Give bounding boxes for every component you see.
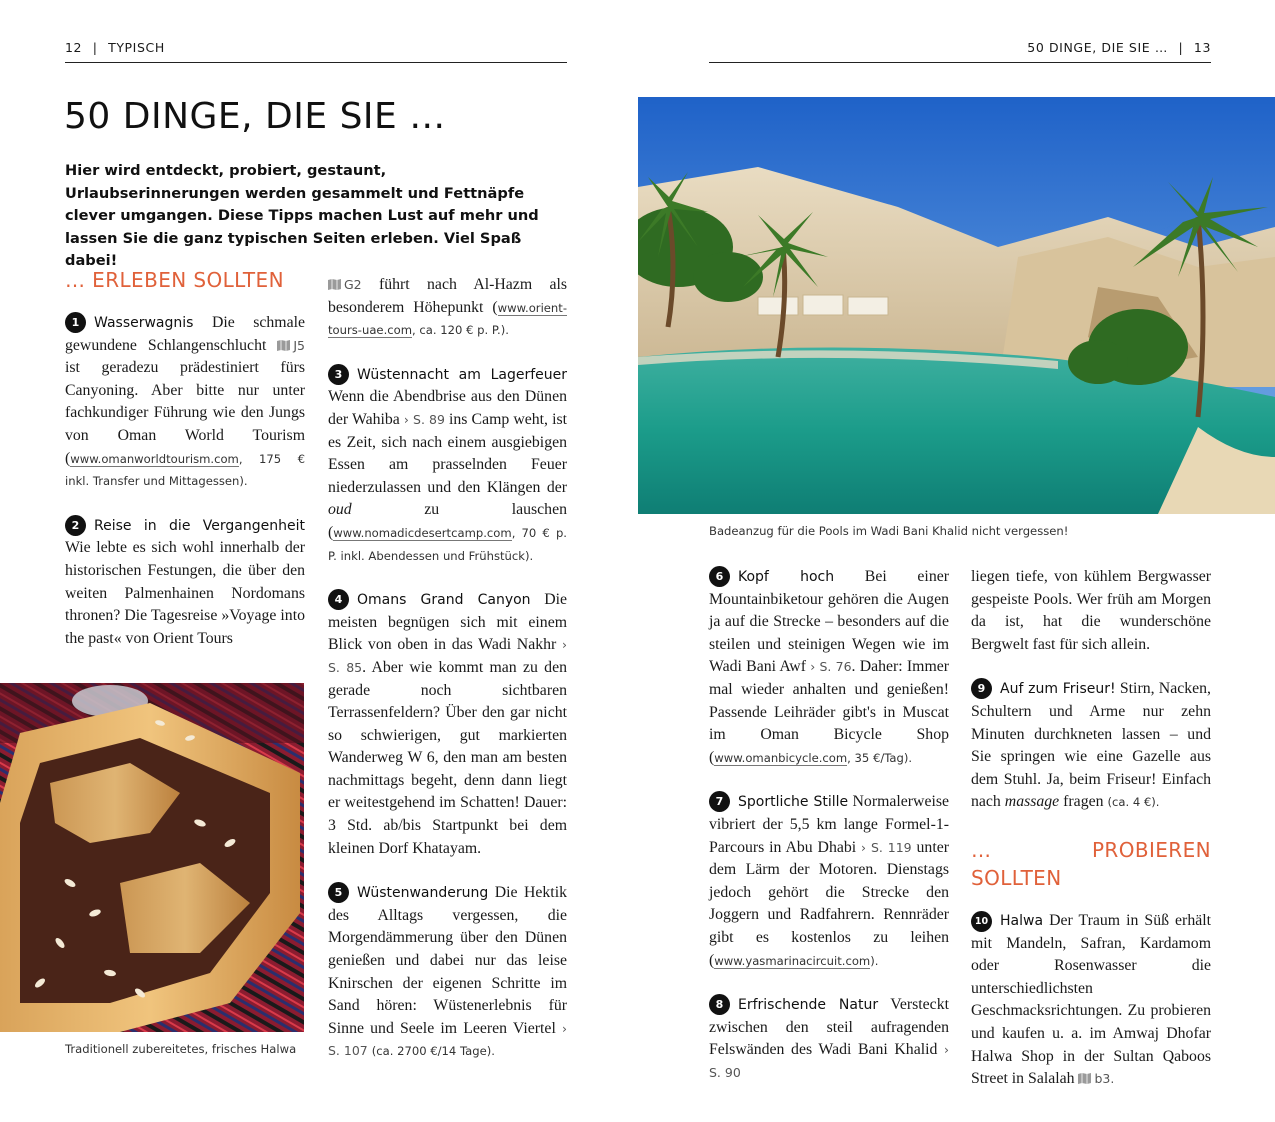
entry-title: Kopf hoch xyxy=(738,569,835,585)
entry-text: Wie lebte es sich wohl innerhalb der historischen Festungen, die über den weiten Palmenhainen Nordomans thronen? Die Tagesreise »Voyage into the past« von Orient Tours xyxy=(65,539,305,647)
column-1 xyxy=(65,266,305,672)
number-badge: 5 xyxy=(328,882,349,903)
entry-text: liegen tiefe, von kühlem Bergwasser gespeiste Pools. Wer früh am Morgen da ist, hat die wunderschöne Bergwelt fast für sich allein. xyxy=(971,568,1211,653)
entry-text: Stirn, Nacken, Schultern und Arme nur zehn Minuten durchkneten lassen – und Sie springen wie eine Gazelle aus dem Stuhl. Ja, beim Friseur! Einfach nach xyxy=(971,680,1212,811)
website-link[interactable]: www.yasmarinacircuit.com xyxy=(714,953,871,968)
entry-text: . Aber wie kommt man zu den gerade noch sichtbaren Terrassenfeldern? Über den gar nicht so schwierigen, gut markierten Wanderweg W 6, den man am besten nachmittags begeht, denn dann liegt er weitestgehend im Schatten! Dauer: 3 Std. ab/bis Startpunkt bei dem kleinen Dorf Khatayam. xyxy=(328,658,567,857)
page-title: 50 DINGE, DIE SIE … xyxy=(64,96,446,137)
entry-title: Halwa xyxy=(1000,912,1044,929)
website-link[interactable]: www.omanbicycle.com xyxy=(714,750,848,765)
entry-text: Die schmale gewundene Schlangenschlucht xyxy=(65,314,305,354)
section-heading-erleben: … ERLEBEN SOLLTEN xyxy=(65,268,284,292)
number-badge: 1 xyxy=(65,312,86,333)
page-number-left: 12 xyxy=(65,40,83,55)
map-icon xyxy=(1078,1073,1091,1084)
number-badge: 9 xyxy=(971,678,992,699)
entry-3 xyxy=(328,364,567,567)
entry-text: . Daher: Immer mal wieder anhalten und genießen! Passende Leihräder gibt's in Muscat im Oman Bicycle Shop ( xyxy=(709,658,950,766)
entry-text: ist geradezu prädestiniert fürs Canyoning. Aber bitte nur unter fachkundiger Führung wie den Jungs von Oman World Tourism ( xyxy=(65,359,305,467)
entry-6 xyxy=(709,566,949,769)
page-reference[interactable]: › S. 90 xyxy=(709,1042,949,1080)
entry-text: führt nach Al-Hazm als besonderem Höhepunkt ( xyxy=(328,276,567,316)
entry-7 xyxy=(709,791,949,972)
entry-text: zu lauschen ( xyxy=(328,501,567,541)
entry-price: , ca. 120 € p. P.). xyxy=(412,323,509,338)
header-rule-right xyxy=(709,62,1211,63)
entry-title: Sportliche Stille xyxy=(738,794,849,811)
website-link[interactable]: www.omanworldtourism.com xyxy=(70,451,239,466)
page-reference[interactable]: › S. 85 xyxy=(328,637,567,675)
entry-1 xyxy=(65,312,305,493)
map-icon xyxy=(277,340,290,351)
number-badge: 8 xyxy=(709,994,730,1015)
page-reference[interactable]: › S. 89 xyxy=(403,411,445,427)
number-badge: 3 xyxy=(328,364,349,385)
entry-text: fragen xyxy=(1063,793,1104,811)
entry-8 xyxy=(709,994,949,1084)
entry-price: , 35 €/Tag). xyxy=(847,750,913,765)
entry-price: (ca. 4 €). xyxy=(1107,795,1160,810)
entry-4 xyxy=(328,589,567,860)
entry-text: Normalerweise vibriert der 5,5 km lange Formel-1-Parcours in Abu Dhabi xyxy=(709,793,950,856)
entry-text: Der Traum in Süß erhält mit Mandeln, Safran, Kardamom oder Rosenwasser die unterschiedlichsten Geschmacksrichtungen. Zu probieren und kaufen u. a. im Amwaj Dhofar Halwa Shop in der Sultan Qaboos Street in Salalah xyxy=(971,911,1212,1088)
header-rule-left xyxy=(65,62,567,63)
map-icon xyxy=(328,279,341,290)
entry-title: Wasserwagnis xyxy=(94,315,194,331)
entry-title: Erfrischende Natur xyxy=(738,997,879,1014)
entry-price: , 70 € p. P. inkl. Abendessen und Frühstück). xyxy=(328,525,567,563)
entry-text: ins Camp weht, ist es Zeit, sich nach einem ausgiebigen Essen am prasselnden Feuer niederzulassen und den Klängen der xyxy=(328,410,567,496)
entry-9 xyxy=(971,678,1211,814)
entry-text: Wenn die Abendbrise aus den Dünen der Wahiba xyxy=(328,388,567,428)
number-badge: 10 xyxy=(971,911,992,932)
entry-price: (ca. 2700 €/14 Tage). xyxy=(371,1044,495,1059)
halwa-photo xyxy=(0,683,304,1032)
section-label-left: TYPISCH xyxy=(108,40,165,55)
entry-text: Versteckt zwischen den steil aufragenden Felswänden des Wadi Bani Khalid xyxy=(709,996,949,1059)
number-badge: 4 xyxy=(328,589,349,610)
number-badge: 2 xyxy=(65,515,86,536)
entry-text: unter dem Lärm der Motoren. Dienstags jedoch gehört die Strecke den Joggern und Radfahrern. Rennräder gibt es kostenlos zu leihen ( xyxy=(709,838,949,969)
entry-title: Wüstennacht am Lagerfeuer xyxy=(357,366,567,383)
running-header-left: 12 | TYPISCH xyxy=(65,40,165,55)
entry-text: Bei einer Mountainbiketour gehören die Augen ja auf die Strecke – besonders auf die steilen und steinigen Wegen wie im Wadi Bani Awf xyxy=(709,568,949,676)
photo-caption-wadi: Badeanzug für die Pools im Wadi Bani Khalid nicht vergessen! xyxy=(709,524,1069,538)
intro-text: Hier wird entdeckt, probiert, gestaunt, Urlaubserinnerungen werden gesammelt und Fettnäpfe clever umgangen. Diese Tipps machen Lust auf mehr und lassen Sie die ganz typischen Seiten erleben. Viel Spaß dabei! xyxy=(65,162,539,269)
running-header-right: 50 DINGE, DIE SIE … | 13 xyxy=(1027,40,1211,55)
entry-5 xyxy=(328,882,567,1063)
entry-title: Auf zum Friseur! xyxy=(1000,681,1116,698)
entry-emphasis: massage xyxy=(1004,793,1060,811)
column-2 xyxy=(328,274,567,1085)
website-link[interactable]: www.nomadicdesertcamp.com xyxy=(333,525,512,540)
wadi-bani-khalid-photo xyxy=(638,97,1275,514)
number-badge: 7 xyxy=(709,791,730,812)
page-reference[interactable]: › S. 107 xyxy=(328,1020,568,1059)
entry-2-continued xyxy=(328,274,567,342)
entry-price: ). xyxy=(870,953,879,968)
section-label-right: 50 DINGE, DIE SIE … xyxy=(1027,40,1168,55)
website-link[interactable]: www.orient-tours-uae.com xyxy=(328,300,567,338)
map-reference: G2 xyxy=(328,277,362,292)
entry-emphasis: oud xyxy=(328,501,352,519)
number-badge: 6 xyxy=(709,566,730,587)
page-reference[interactable]: › S. 119 xyxy=(861,839,912,855)
entry-price: , 175 € inkl. Transfer und Mittagessen). xyxy=(65,451,305,489)
column-3 xyxy=(709,566,949,1106)
entry-title: Omans Grand Canyon xyxy=(357,592,531,609)
entry-10 xyxy=(971,910,1211,1091)
entry-text: Die meisten begnügen sich mit einem Blick von oben in das Wadi Nakhr xyxy=(328,591,568,654)
map-reference: b3. xyxy=(1078,1071,1114,1086)
page-reference[interactable]: › S. 76 xyxy=(810,659,852,675)
entry-8-continued xyxy=(971,566,1211,656)
entry-title: Reise in die Vergangenheit xyxy=(94,517,305,534)
entry-2 xyxy=(65,515,305,651)
page-number-right: 13 xyxy=(1193,40,1211,55)
column-4 xyxy=(971,566,1211,1113)
map-reference: J5 xyxy=(277,338,305,353)
section-heading-probieren: … PROBIEREN SOLLTEN xyxy=(971,837,1211,890)
photo-caption-halwa: Traditionell zubereitetes, frisches Halwa xyxy=(65,1042,297,1056)
entry-text: Die Hektik des Alltags vergessen, die Morgendämmerung über den Dünen genießen und dabei nur das leise Knirschen der eigenen Schritte im Sand hören: Wüstenerlebnis für Sinne und Seele im Leeren Viertel xyxy=(328,884,567,1037)
entry-title: Wüstenwanderung xyxy=(357,885,489,902)
